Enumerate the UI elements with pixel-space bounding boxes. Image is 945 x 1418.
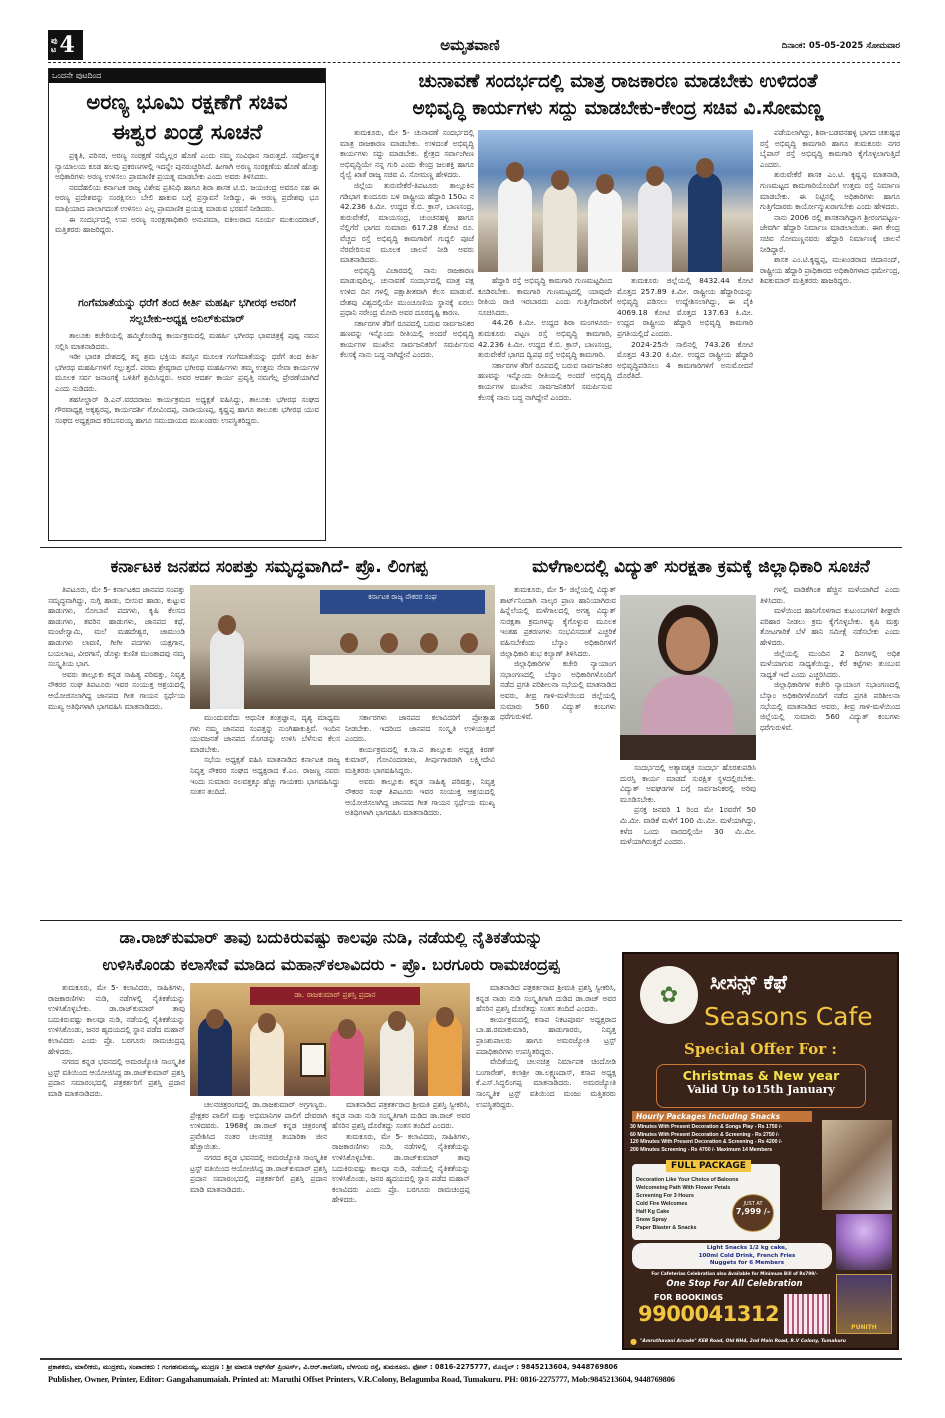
ad-offer: Special Offer For :	[684, 1040, 837, 1058]
article-column: ತುಮಕೂರು ಜಿಲ್ಲೆಯಲ್ಲಿ 8432.44 ಕೋಟಿ ಮೊತ್ತದ 257.89 ಕಿ.ಮೀ. ರಾಷ್ಟ್ರೀಯ ಹೆದ್ದಾರಿಯನ್ನು ಅಭಿವೃದ್ಧಿ ಪಡಿಸಲು ಉದ್ದೇಶಿಸಲಾಗಿದ್ದು, ಈ ಪೈಕಿ 4069.18 ಕೋಟಿ ಮೊತ್ತದ 137.63 ಕಿ.ಮೀ. ಉದ್ದದ ರಾಷ್ಟ್ರೀಯ ಹೆದ್ದಾರಿ ಅಭಿವೃದ್ಧಿ ಕಾಮಗಾರಿ ಪ್ರಗತಿಯಲ್ಲಿದೆ ಎಂದರು. 2024-25ನೇ ಸಾಲಿನಲ್ಲಿ 743.26 ಕೋಟಿ ಮೊತ್ತದ 43.20 ಕಿ.ಮೀ. ಉದ್ದದ ರಾಷ್ಟ್ರೀಯ ಹೆದ್ದಾರಿ ಅಭಿವೃದ್ಧಿಪಡಿಸಲು 4 ಕಾಮಗಾರಿಗಳಿಗೆ ಅನುಮೋದನೆ ದೊರೆತಿದೆ.	[617, 276, 753, 381]
page-number: 4	[59, 32, 75, 58]
article-column: ಪಡೆಯಲಾಗಿದ್ದು, ಶಿರಾ-ಬಡವನಹಳ್ಳಿ ಭಾಗದ ಚತುಷ್ಪಥ ರಸ್ತೆ ಅಭಿವೃದ್ಧಿ ಕಾಮಗಾರಿ ಹಾಗೂ ತುಮಕೂರು ನಗರ ಬೈಪಾಸ್ ರಸ್ತೆ ಅಭಿವೃದ್ಧಿ ಕಾಮಗಾರಿ ಕೈಗೊಳ್ಳಲಾಗುತ್ತಿದೆ ಎಂದರು. ತುರುವೇಕೆರೆ ಶಾಸಕ ಎಂ.ಟಿ. ಕೃಷ್ಣಪ್ಪ ಮಾತನಾಡಿ, ಗುಣಮಟ್ಟದ ಕಾಮಗಾರಿಯೊಂದಿಗೆ ಉತ್ತಮ ರಸ್ತೆ ನಿರ್ಮಾಣ ಮಾಡಬೇಕು. ಈ ನಿಟ್ಟಿನಲ್ಲಿ ಅಧಿಕಾರಿಗಳು ಹಾಗೂ ಗುತ್ತಿಗೆದಾರರು ಕಾರ್ಯೋನ್ಮುಖರಾಗಬೇಕು ಎಂದು ಹೇಳಿದರು. ನಾನು 2006 ರಲ್ಲಿ ಶಾಸಕನಾಗಿದ್ದಾಗ ಶ್ರೀರಂಗಪಟ್ಟಣ-ಜೇವರ್ಗಿ ಹೆದ್ದಾರಿ ನಿರ್ಮಾಣ ಮಾಡಲಾಯಿತು. ಈಗ ಕೇಂದ್ರ ಸಚಿವ ಸೋಮಣ್ಣನವರು ಹೆದ್ದಾರಿ ನಿರ್ಮಾಣಕ್ಕೆ ಚಾಲನೆ ನೀಡಿದ್ದಾರೆ. ಶಾಸಕ ಎಂ.ಟಿ.ಕೃಷ್ಣಪ್ಪ, ಮುಖಂಡರಾದ ಚಿದಾನಂದ್, ರಾಷ್ಟ್ರೀಯ ಹೆದ್ದಾರಿ ಪ್ರಾಧಿಕಾರದ ಅಧಿಕಾರಿಗಳಾದ ಧರ್ಮೇಂದ್ರ, ಶಿವಕುಮಾರ್ ಮತ್ತಿತರರು ಹಾಜರಿದ್ದರು.	[760, 128, 900, 286]
article-column: ಹೆದ್ದಾರಿ ರಸ್ತೆ ಅಭಿವೃದ್ಧಿ ಕಾಮಗಾರಿ ಗುಣಮಟ್ಟದಿಂದ ಕೂಡಿರಬೇಕು. ಕಾಮಗಾರಿ ಗುಣಮಟ್ಟದಲ್ಲಿ ಯಾವುದೇ ರೀತಿಯ ರಾಜಿ ಇರಬಾರದು ಎಂದು ಗುತ್ತಿಗೆದಾರರಿಗೆ ಸೂಚಿಸಿದರು. 44.26 ಕಿ.ಮೀ. ಉದ್ದದ ಶಿರಾ ಮಂಗಳೂರು-ತುಮಕೂರು ಪಟ್ಟಣ ರಸ್ತೆ ಅಭಿವೃದ್ಧಿ ಕಾಮಗಾರಿ, 42.236 ಕಿ.ಮೀ. ಉದ್ದದ ಕೆ.ಬಿ. ಕ್ರಾಸ್, ಬಾಣಸಂದ್ರ, ತುರುವೇಕೆರೆ ಭಾಗದ ದ್ವಿಪಥ ರಸ್ತೆ ಅಭಿವೃದ್ಧಿ ಕಾಮಗಾರಿ. ಸರ್ಕಾರಗಳ ತೆರಿಗೆ ರೂಪದಲ್ಲಿ ಬರುವ ಸಾರ್ವಜನಿಕರ ಹಣವನ್ನು ಇನ್ನೊಂದು ರೀತಿಯಲ್ಲಿ ಅಂದರೆ ಅಭಿವೃದ್ಧಿ ಕಾರ್ಯಗಳ ಮುಖೇನ ಸಾರ್ವಜನಿಕರಿಗೆ ಸಮರ್ಪಿಸುವ ಕೆಲಸಕ್ಕೆ ನಾನು ಬದ್ಧ ನಾಗಿದ್ದೇನೆ ಎಂದರು.	[478, 276, 612, 402]
price-badge: JUST AT 7,999 /-	[732, 1194, 774, 1232]
article-column: ತುಮಕೂರು, ಮೇ 5- ಕಲಾವಿದರು, ಸಾಹಿತಿಗಳು, ರಾಜಕಾರಣಿಗಳು ನುಡಿ, ನಡೆಗಳಲ್ಲಿ ನೈತಿಕತೆಯನ್ನು ಉಳಿಸಿಕೊಳ್ಳಬೇಕು. ಡಾ.ರಾಜ್‌ಕುಮಾರ್ ತಾವು ಬದುಕಿರುವಷ್ಟು ಕಾಲವೂ ನುಡಿ, ನಡೆಯಲ್ಲಿ ನೈತಿಕತೆಯನ್ನು ಉಳಿಸಿಕೊಂಡು, ಜನರ ಹೃದಯದಲ್ಲಿ ಸ್ಥಾನ ಪಡೆದ ಮಹಾನ್ ಕಲಾವಿದರು ಎಂದು ಪ್ರೊ. ಬರಗೂರು ರಾಮಚಂದ್ರಪ್ಪ ಹೇಳಿದರು. ನಗರದ ಕನ್ನಡ ಭವನದಲ್ಲಿ ಅಮರಜ್ಯೋತಿ ಸಾಂಸ್ಕೃತಿಕ ಟ್ರಸ್ಟ್ ವತಿಯಿಂದ ಆಯೋಜಿಸಿದ್ದ ಡಾ.ರಾಜ್‌ಕುಮಾರ್ ಪ್ರಶಸ್ತಿ ಪ್ರದಾನ ಸಮಾರಂಭದಲ್ಲಿ ಪತ್ರಕರ್ತರಿಗೆ ಪ್ರಶಸ್ತಿ ಪ್ರದಾನ ಮಾಡಿ ಮಾತನಾಡಿದರು.	[48, 983, 185, 1098]
story-forest-box	[48, 68, 326, 541]
sub-headline: ಗಂಗೆಮಾತೆಯನ್ನು ಧರೆಗೆ ತಂದ ಕೀರ್ತಿ ಮಹರ್ಷಿ ಭಗೀರಥ ಅವರಿಗೆ ಸಲ್ಲಬೇಕು-ಅಧ್ಯಕ್ಷ ಅನಿಲ್‌ಕುಮಾರ್	[78, 297, 296, 325]
article-column: ಮುಂದುವರೆದು ಆಧುನಿಕ ತಂತ್ರಜ್ಞಾನ, ದೃಶ್ಯ ಮಾಧ್ಯಮ ಗಳು ನಮ್ಮ ಜಾನಪದ ಸಂಪತ್ತನ್ನು ನುಂಗಿಹಾಕುತ್ತಿವೆ. ಇಂದಿನ ಯುವಜನತೆ ಜಾನಪದ ಸೊಗಡನ್ನು ಉಳಿಸಿ ಬೆಳೆಸುವ ಕೆಲಸ ಮಾಡಬೇಕು. ಸಭೆಯ ಅಧ್ಯಕ್ಷತೆ ವಹಿಸಿ ಮಾತನಾಡಿದ ಕರ್ನಾಟಕ ರಾಜ್ಯ ನಿವೃತ್ತ ನೌಕರರ ಸಂಘದ ಅಧ್ಯಕ್ಷರಾದ ಕೆ.ಎಂ. ರಾಜಣ್ಣ ನವರು ಇಂದು ಸುಮಾರು ನಲವತ್ತಕ್ಕೂ ಹೆಚ್ಚು ಗಾಯಕರು ಭಾಗವಹಿಸಿದ್ದು ಸಂತಸ ತಂದಿದೆ.	[190, 713, 340, 797]
hourly-list: 30 Minutes With Present Decoration & Songs Play - Rs 1750 /- 60 Minutes With Present Decoration & Screening - Rs 2750 /- 120 Minutes With Present Decoration & Screening - Rs 4200 /- 200 Minutes Screening - Rs 4700 /- Maximum 14 Members	[630, 1124, 783, 1153]
cafe-logo: ✿	[640, 966, 698, 1024]
cafeteria-note: For Cafeterias Celebration also Available for Minimum Bill of Rs799/-	[651, 1272, 818, 1277]
occasion-frame: Christmas & New year Valid Up to15th January	[656, 1064, 866, 1108]
imprint-kannada: ಪ್ರಕಾಶಕರು, ಮಾಲೀಕರು, ಮುದ್ರಕರು, ಸಂಪಾದಕರು : ಗಂಗಹನುಮಯ್ಯ, ಮುದ್ರಣ : ಶ್ರೀ ಮಾರುತಿ ಆಫ್‌ಸೆಟ್ ಪ್ರಿಂಟರ್ಸ್, ವಿ.ಆರ್.ಕಾಲೋನಿ, ಬೆಳಗುಂಬ ರಸ್ತೆ, ತುಮಕೂರು. ಫೋನ್ : 0816-2275777, ಮೊಬೈಲ್ : 9845213604, 9448769806	[48, 1363, 618, 1371]
headline: ಮಳೆಗಾಲದಲ್ಲಿ ವಿದ್ಯುತ್ ಸುರಕ್ಷತಾ ಕ್ರಮಕ್ಕೆ ಜಿಲ್ಲಾಧಿಕಾರಿ ಸೂಚನೆ	[532, 557, 870, 577]
masthead: ಅಮೃತವಾಣಿ	[440, 36, 500, 54]
footer-divider	[40, 1358, 902, 1360]
page-label: ಪು	[51, 36, 58, 45]
news-photo-folk-event	[190, 585, 495, 709]
snacks-panel: Light Snacks 1/2 kg cake, 100ml Cold Drink, French Fries Nuggets for 6 Members	[632, 1243, 832, 1269]
full-package-panel: FULL PACKAGE Decoration Like Your Choice of Baloons Welcomeing Path With Flower Petals Screening For 3 Hours Cold Fire Welcomes Half Kg Cake Snow Spray Paper Blaster & Snacks JUST AT 7,999 /-	[632, 1164, 780, 1240]
article-column: ಮಾತನಾಡಿದ ಪತ್ರಕರ್ತರಾದ ಶ್ರೀಮತಿ ಪ್ರಶಸ್ತಿ ಸ್ವೀಕರಿಸಿ, ಕನ್ನಡ ನಾಡು ನುಡಿ ಸಂಸ್ಕೃತಿಗಾಗಿ ದುಡಿದ ಡಾ.ರಾಜ್ ಅವರ ಹೆಸರಿನ ಪ್ರಶಸ್ತಿ ದೊರೆತದ್ದು ಸಂತಸ ತಂದಿದೆ ಎಂದರು. ಕಾರ್ಯಕ್ರಮದಲ್ಲಿ ಕಸಾಪ ನಿಕಟಪೂರ್ವ ಅಧ್ಯಕ್ಷರಾದ ಬಾ.ಹ.ರಮಾಕುಮಾರಿ, ಹಾಡುಗಾರರು, ನಿವೃತ್ತ ಪ್ರಾಂಶುಪಾಲರು ಹಾಗೂ ಅಮರಜ್ಯೋತಿ ಟ್ರಸ್ಟ್ ಪದಾಧಿಕಾರಿಗಳು ಉಪಸ್ಥಿತರಿದ್ದರು. ವೇದಿಕೆಯಲ್ಲಿ ಚಲನಚಿತ್ರ ನಿರ್ಮಾಪಕ ಚಿಂದೋಡಿ ಬಂಗಾರೇಶ್, ಕಲಾಶ್ರೀ ಡಾ.ಲಕ್ಷ್ಮಣದಾಸ್, ಕಸಾಪ ಅಧ್ಯಕ್ಷ ಕೆ.ಎಸ್.ಸಿದ್ಧಲಿಂಗಪ್ಪ ಮಾತನಾಡಿದರು. ಅಮರಜ್ಯೋತಿ ಸಾಂಸ್ಕೃತಿಕ ಟ್ರಸ್ಟ್ ವತಿಯಿಂದ ಮಂಜು ಮತ್ತಿತರರು ಉಪಸ್ಥಿತರಿದ್ದರು.	[476, 983, 616, 1109]
news-photo-deputy-commissioner	[620, 595, 756, 760]
page-number-badge	[48, 30, 83, 60]
event-banner: ಕರ್ನಾಟಕ ರಾಜ್ಯ ನೌಕರರ ಸಂಘ	[320, 590, 485, 614]
section-divider	[40, 920, 902, 921]
news-photo-minister	[478, 130, 753, 272]
qr-code	[784, 1294, 830, 1334]
article-column: ತುಮಕೂರು, ಮೇ 5- ಜಿಲ್ಲೆಯಲ್ಲಿ ವಿದ್ಯುತ್ ಶಾರ್ಟ್‌ನಿಂದಾಗಿ ನಾಲ್ಕರ ಪ್ರಾಣ ಹಾನಿಯಾಗಿರುವ ಹಿನ್ನೆಲೆಯಲ್ಲಿ ಮಳೆಗಾಲದಲ್ಲಿ ಅಗತ್ಯ ವಿದ್ಯುತ್ ಸುರಕ್ಷತಾ ಕ್ರಮಗಳನ್ನು ಕೈಗೊಳ್ಳುವ ಮೂಲಕ ಇಂತಹ ಪ್ರಕರಣಗಳು ಸಂಭವಿಸದಂತೆ ಎಚ್ಚರಿಕೆ ವಹಿಸಬೇಕೆಂದು ಬೆಸ್ಕಾಂ ಅಧಿಕಾರಿಗಳಿಗೆ ಜಿಲ್ಲಾಧಿಕಾರಿ ಶುಭ ಕಲ್ಯಾಣ್ ತಿಳಿಸಿದರು. ಜಿಲ್ಲಾಧಿಕಾರಿಗಳ ಕಚೇರಿ ನ್ಯಾಯಾಂಗ ಸಭಾಂಗಣದಲ್ಲಿ ಬೆಸ್ಕಾಂ ಅಧಿಕಾರಿಗಳೊಂದಿಗೆ ನಡೆದ ಪ್ರಗತಿ ಪರಿಶೀಲನಾ ಸಭೆಯಲ್ಲಿ ಮಾತನಾಡಿದ ಅವರು, ತೀವ್ರ ಗಾಳಿ-ಮಳೆಯಿಂದ ಜಿಲ್ಲೆಯಲ್ಲಿ ಸುಮಾರು 560 ವಿದ್ಯುತ್ ಕಂಬಗಳು ಧರೆಗುರುಳಿವೆ.	[500, 585, 616, 722]
advertisement-seasons-cafe	[622, 952, 899, 1350]
article-column: ಗಳಲ್ಲಿ ವಾಡಿಕೆಗಿಂತ ಹೆಚ್ಚಿನ ಮಳೆಯಾಗಿದೆ ಎಂದು ತಿಳಿಸಿದರು. ಮಳೆಯಿಂದ ಹಾನಿಗೊಳಗಾದ ಕುಟುಂಬಗಳಿಗೆ ಶೀಘ್ರವೇ ಪರಿಹಾರ ನೀಡಲು ಕ್ರಮ ಕೈಗೊಳ್ಳಬೇಕು. ಕೃಷಿ ಮತ್ತು ತೋಟಗಾರಿಕೆ ಬೆಳೆ ಹಾನಿ ಸಮೀಕ್ಷೆ ನಡೆಸಬೇಕು ಎಂದು ಹೇಳಿದರು. ಜಿಲ್ಲೆಯಲ್ಲಿ ಮುಂದಿನ 2 ದಿನಗಳಲ್ಲಿ ಅಧಿಕ ಮಳೆಯಾಗುವ ಸಾಧ್ಯತೆಯಿದ್ದು, ಕೆರೆ ಕಟ್ಟೆಗಳು ತುಂಬುವ ಸಾಧ್ಯತೆ ಇದೆ ಎಂದು ಎಚ್ಚರಿಸಿದರು. ಜಿಲ್ಲಾಧಿಕಾರಿಗಳ ಕಚೇರಿ ನ್ಯಾಯಾಂಗ ಸಭಾಂಗಣದಲ್ಲಿ ಬೆಸ್ಕಾಂ ಅಧಿಕಾರಿಗಳೊಂದಿಗೆ ನಡೆದ ಪ್ರಗತಿ ಪರಿಶೀಲನಾ ಸಭೆಯಲ್ಲಿ ಮಾತನಾಡಿದ ಅವರು, ತೀವ್ರ ಗಾಳಿ-ಮಳೆಯಿಂದ ಜಿಲ್ಲೆಯಲ್ಲಿ ಸುಮಾರು 560 ವಿದ್ಯುತ್ ಕಂಬಗಳು ಧರೆಗುರುಳಿವೆ.	[760, 585, 900, 732]
page-label-sub: ಟ	[51, 45, 57, 54]
article-column: ತಿಪಟೂರು, ಮೇ 5- ಕರ್ನಾಟಕದ ಜಾನಪದ ಸಂಪತ್ತು ಸಮೃದ್ಧವಾಗಿದ್ದು, ಸುಗ್ಗಿ ಹಾಡು, ಬೀಸುವ ಹಾಡು, ಕುಟ್ಟುವ ಹಾಡುಗಳು, ಸೋಬಾನೆ ಪದಗಳು, ಕೃಷಿ ಕೆಲಸದ ಹಾಡುಗಳು, ತವರಿನ ಹಾಡುಗಳು, ಜಾನಪದ ಕಥೆ, ಮಂಟೇಸ್ವಾಮಿ, ಮಲೆ ಮಹದೇಶ್ವರ, ಜಾಮುಂಡಿ ಹಾಡುಗಳು ಲಾವಣಿ, ಗೀಗೀ ಪದಗಳು ಯಕ್ಷಗಾನ, ಬಯಲಾಟ, ವೀರಗಾಸೆ, ಡೊಳ್ಳು ಕುಣಿತ ಮುಂತಾದವು ನಮ್ಮ ಸಂಸ್ಕೃತಿಯ ಭಾಗ. ಅವರು ತಾಲ್ಲೂಕು ಕನ್ನಡ ಸಾಹಿತ್ಯ ಪರಿಷತ್ತು, ನಿವೃತ್ತ ನೌಕರರ ಸಂಘ ತಿಪಟೂರು ಇವರ ಸಂಯುಕ್ತ ಆಶ್ರಯದಲ್ಲಿ ಆಯೋಜಿಸಲಾಗಿದ್ದ ಜಾನಪದ ಗೀತ ಗಾಯನ ಸ್ಪರ್ಧೆಯ ಮುಖ್ಯ ಅತಿಥಿಗಳಾಗಿ ಭಾಗವಹಿಸಿ ಮಾತನಾಡಿದರು.	[48, 585, 185, 711]
article-column: ಚಲನಚಿತ್ರರಂಗದಲ್ಲಿ ಡಾ.ರಾಜಕುಮಾರ್ ಅಗ್ರಗಣ್ಯರು. ಪ್ರೇಕ್ಷಕರ ಪಾಲಿಗೆ ಮತ್ತು ಅಭಿಮಾನಿಗಳ ಪಾಲಿಗೆ ದೇವರಾಗಿ ಉಳಿದವರು. 1968ಕ್ಕೆ ಡಾ.ರಾಜ್ ಕನ್ನಡ ಚಿತ್ರರಂಗಕ್ಕೆ ಪ್ರವೇಶಿಸಿದ ನಂತರ ಚಲನಚಿತ್ರ ತಯಾರಿಕಾ ಜೀನ ಹೆಚ್ಚಾಯಿತು. ನಗರದ ಕನ್ನಡ ಭವನದಲ್ಲಿ ಅಮರಜ್ಯೋತಿ ಸಾಂಸ್ಕೃತಿಕ ಟ್ರಸ್ಟ್ ವತಿಯಿಂದ ಆಯೋಜಿಸಿದ್ದ ಡಾ.ರಾಜ್‌ಕುಮಾರ್ ಪ್ರಶಸ್ತಿ ಪ್ರದಾನ ಸಮಾರಂಭದಲ್ಲಿ ಪತ್ರಕರ್ತರಿಗೆ ಪ್ರಶಸ್ತಿ ಪ್ರದಾನ ಮಾಡಿ ಮಾತನಾಡಿದರು.	[190, 1100, 327, 1194]
article-column: ಸರ್ಕಾರಗಳು ಜಾನಪದ ಕಲಾವಿದರಿಗೆ ಪ್ರೋತ್ಸಾಹ ನೀಡಬೇಕು. ಇದರಿಂದ ಜಾನಪದ ಸಂಸ್ಕೃತಿ ಉಳಿಯುತ್ತದೆ ಎಂದರು. ಕಾರ್ಯಕ್ರಮದಲ್ಲಿ ಕ.ಸಾ.ಪ ತಾಲ್ಲೂಕು ಅಧ್ಯಕ್ಷ ಕಿರಣ್ ಕುಮಾರ್, ಗೋವಿಂದರಾಜು, ತೀರ್ಪುಗಾರರಾಗಿ ಲಕ್ಷ್ಮೀದೇವಿ ಮತ್ತಿತರರು ಭಾಗವಹಿಸಿದ್ದರು. ಅವರು ತಾಲ್ಲೂಕು ಕನ್ನಡ ಸಾಹಿತ್ಯ ಪರಿಷತ್ತು, ನಿವೃತ್ತ ನೌಕರರ ಸಂಘ ತಿಪಟೂರು ಇವರ ಸಂಯುಕ್ತ ಆಶ್ರಯದಲ್ಲಿ ಆಯೋಜಿಸಲಾಗಿದ್ದ ಜಾನಪದ ಗೀತ ಗಾಯನ ಸ್ಪರ್ಧೆಯ ಮುಖ್ಯ ಅತಿಥಿಗಳಾಗಿ ಭಾಗವಹಿಸಿ ಮಾತನಾಡಿದರು.	[345, 713, 495, 818]
header-divider	[48, 62, 900, 63]
ad-photo-punith: PUNITH	[836, 1274, 892, 1334]
ad-title-english: Seasons Cafe	[704, 1002, 873, 1031]
booking-phone: 9900041312	[638, 1302, 780, 1326]
article-body: ತಾಲೂಕು ಕಚೇರಿಯಲ್ಲಿ ಹಮ್ಮಿಕೊಂಡಿದ್ದ ಕಾರ್ಯಕ್ರಮದಲ್ಲಿ ಮಹರ್ಷಿ ಭಗೀರಥ ಭಾವಚಿತ್ರಕ್ಕೆ ಪುಷ್ಪ ನಮನ ಸಲ್ಲಿಸಿ ಮಾತನಾಡಿದರು. ಇಡೀ ಭಾರತ ದೇಶದಲ್ಲಿ ತನ್ನ ಶ್ರಮ ಭಕ್ತಿಯ ತಪಸ್ಸಿನ ಮೂಲಕ ಗಂಗೆಮಾತೆಯನ್ನು ಧರೆಗೆ ತಂದ ಕೀರ್ತಿ ಭಗೀರಥ ಮಹರ್ಷಿಗಳಿಗೆ ಸಲ್ಲುತ್ತದೆ. ಪರಮ ಶ್ರೇಷ್ಠರಾದ ಭಗೀರಥ ಮಹರ್ಷಿಗಳು ತಮ್ಮ ಉತ್ತಮ ಸೇವಾ ಕಾರ್ಯಗಳ ಮೂಲಕ ಸರ್ವ ಜನಾಂಗಕ್ಕೆ ಒಳಿತಿಗೆ ಶ್ರಮಿಸಿದ್ದರು. ಅವರ ಆದರ್ಶ ಕಾರ್ಯ ಪ್ರವೃತ್ತಿ ನಮಗೆಲ್ಲ ಪ್ರೇರಣೆಯಾಗಿದೆ ಎಂದು ನುಡಿದರು. ತಹಸೀಲ್ದಾರ್ ಡಿ.ಎನ್.ವರದರಾಜು ಕಾರ್ಯಕ್ರಮದ ಅಧ್ಯಕ್ಷತೆ ವಹಿಸಿದ್ದು, ತಾಲೂಕು ಭಗೀರಥ ಸಂಘದ ಗೌರವಾಧ್ಯಕ್ಷ ಅಕ್ಕಶ್ವರಪ್ಪ, ಕಾರ್ಯದರ್ಶಿ ಗೋವಿಂದಪ್ಪ, ನಾರಾಯಣಪ್ಪ, ಕೃಷ್ಣಪ್ಪ ಹಾಗೂ ತಾಲೂಕು ಭಗೀರಥ ಯುವ ಸಂಘದ ಅಧ್ಯಕ್ಷರಾದ ಕರಿಬಸವಯ್ಯ ಹಾಗೂ ಸಮುದಾಯದ ಮುಖಂಡರು ಉಪಸ್ಥಿತರಿದ್ದರು.	[55, 331, 319, 425]
ad-address: "Amruthavani Arcade" KEB Road, Old NH4, 2nd Main Road, R.V Colony, Tumakuru	[640, 1339, 846, 1344]
headline: ಡಾ.ರಾಜ್‌ಕುಮಾರ್ ತಾವು ಬದುಕಿರುವಷ್ಟು ಕಾಲವೂ ನುಡಿ, ನಡೆಯಲ್ಲಿ ನೈತಿಕತೆಯನ್ನು ಉಳಿಸಿಕೊಂಡು ಕಲಾಸೇವೆ ಮಾಡಿದ ಮಹಾನ್‌ಕಲಾವಿದರು - ಪ್ರೊ. ಬರಗೂರು ರಾಮಚಂದ್ರಪ್ಪ	[102, 928, 560, 974]
hourly-title: Hourly Packages Including Snacks	[632, 1111, 812, 1122]
article-column: ಸಂದರ್ಭದಲ್ಲಿ ಅತ್ಯಾವಶ್ಯಕ ಸಂದರ್ಭ ಹೊರತುಪಡಿಸಿ ದುರಸ್ತಿ ಕಾರ್ಯ ಮಾಡದೆ ಸುರಕ್ಷಿತ ಸ್ಥಳದಲ್ಲಿರಬೇಕು. ವಿದ್ಯುತ್ ಅವಘಡಗಳ ಬಗ್ಗೆ ಸಾರ್ವಜನಿಕರಲ್ಲಿ ಅರಿವು ಮೂಡಿಸಬೇಕು. ಪ್ರಸಕ್ತ ಜನವರಿ 1 ರಿಂದ ಮೇ 1ರವರೆಗೆ 50 ಮಿ.ಮೀ. ವಾಡಿಕೆ ಮಳೆಗೆ 100 ಮಿ.ಮೀ. ಮಳೆಯಾಗಿದ್ದು, ಕಳೆದ ಒಂದು ವಾರದಲ್ಲಿಯೇ 30 ಮಿ.ಮೀ. ಮಳೆಯಾಗಿರುತ್ತದೆ ಎಂದರು.	[620, 763, 756, 847]
ad-tagline: One Stop For All Celebration	[666, 1279, 803, 1289]
imprint-english: Publisher, Owner, Printer, Editor: Gangahanumaiah. Printed at: Maruthi Offset Printers, V.R.Colony, Belagumba Road, Tumakuru. PH: 0816-2275777, Mob:9845213604, 9448769806	[48, 1375, 675, 1384]
article-body: ಪ್ರಕೃತಿ, ಪರಿಸರ, ಅರಣ್ಯ ಸಂರಕ್ಷಣೆ ನಮ್ಮೆಲ್ಲರ ಹೊಣೆ ಎಂದು ನಮ್ಮ ಸಂವಿಧಾನ ಸಾರುತ್ತದೆ. ಸರ್ವೋನ್ನತ ನ್ಯಾಯಾಲಯ ಕೂಡ ಹಲವು ಪ್ರಕರಣಗಳಲ್ಲಿ ಇದನ್ನೇ ಪುನರುಚ್ಚರಿಸಿದೆ. ಹೀಗಾಗಿ ಅರಣ್ಯ ಸಂರಕ್ಷಣೆಯ ಹೊಣೆ ಹೊತ್ತು ಅಧಿಕಾರಿಗಳು ಅರಣ್ಯ ಉಳಿಸಲು ಪ್ರಾಮಾಣಿಕ ಪ್ರಯತ್ನ ಮಾಡಬೇಕು ಎಂದು ಅವರು ತಿಳಿಸಿದರು. ನವದೆಹಲಿಯ ಕರ್ನಾಟಕ ರಾಜ್ಯ ವಿಶೇಷ ಪ್ರತಿನಿಧಿ ಹಾಗೂ ಶಿರಾ ಶಾಸಕ ಟಿ.ಬಿ. ಜಯಚಂದ್ರ ಅವರೂ ಸಹ ಈ ಅರಣ್ಯ ಪ್ರದೇಶವನ್ನು ಸಂರಕ್ಷಿಸಲು ಬೇಲಿ ಹಾಕುವ ಬಗ್ಗೆ ಪ್ರಸ್ತಾವನೆ ನೀಡಿದ್ದು, ಈ ಅರಣ್ಯ ಪ್ರದೇಶವು ಭೂ ಮಾಫಿಯಾದ ಪಾಲಾಗದಂತೆ ಉಳಿಸಲು ಎಲ್ಲ ಪ್ರಾಮಾಣಿಕ ಪ್ರಯತ್ನ ಮಾಡುವ ಭರವಸೆ ನೀಡಿದರು. ಈ ಸಂದರ್ಭದಲ್ಲಿ ಉಪ ಅರಣ್ಯ ಸಂರಕ್ಷಣಾಧಿಕಾರಿ ಅನುಪಮಾ, ವಕೀಲರಾದ ಸೂರ್ಯ ಮುಕುಂದರಾಜ್, ಮತ್ತಿತರರು ಹಾಜರಿದ್ದರು.	[55, 151, 319, 235]
ad-title-kannada: ಸೀಸನ್ಸ್ ಕೆಫೆ	[710, 970, 787, 994]
headline: ಕರ್ನಾಟಕ ಜನಪದ ಸಂಪತ್ತು ಸಮೃದ್ಧವಾಗಿದೆ- ಪ್ರೊ. ಲಿಂಗಪ್ಪ	[110, 557, 428, 577]
headline: ಚುನಾವಣೆ ಸಂದರ್ಭದಲ್ಲಿ ಮಾತ್ರ ರಾಜಕಾರಣ ಮಾಡಬೇಕು ಉಳಿದಂತೆ ಅಭಿವೃದ್ಧಿ ಕಾರ್ಯಗಳು ಸದ್ದು ಮಾಡಬೇಕು-ಕೇಂದ್ರ ಸಚಿವ ವಿ.ಸೋಮಣ್ಣ	[412, 71, 824, 119]
ad-photo-balloons	[836, 1214, 892, 1270]
article-column: ಮಾತನಾಡಿದ ಪತ್ರಕರ್ತರಾದ ಶ್ರೀಮತಿ ಪ್ರಶಸ್ತಿ ಸ್ವೀಕರಿಸಿ, ಕನ್ನಡ ನಾಡು ನುಡಿ ಸಂಸ್ಕೃತಿಗಾಗಿ ದುಡಿದ ಡಾ.ರಾಜ್ ಅವರ ಹೆಸರಿನ ಪ್ರಶಸ್ತಿ ದೊರೆತದ್ದು ಸಂತಸ ತಂದಿದೆ ಎಂದರು. ತುಮಕೂರು, ಮೇ 5- ಕಲಾವಿದರು, ಸಾಹಿತಿಗಳು, ರಾಜಕಾರಣಿಗಳು ನುಡಿ, ನಡೆಗಳಲ್ಲಿ ನೈತಿಕತೆಯನ್ನು ಉಳಿಸಿಕೊಳ್ಳಬೇಕು. ಡಾ.ರಾಜ್‌ಕುಮಾರ್ ತಾವು ಬದುಕಿರುವಷ್ಟು ಕಾಲವೂ ನುಡಿ, ನಡೆಯಲ್ಲಿ ನೈತಿಕತೆಯನ್ನು ಉಳಿಸಿಕೊಂಡು, ಜನರ ಹೃದಯದಲ್ಲಿ ಸ್ಥಾನ ಪಡೆದ ಮಹಾನ್ ಕಲಾವಿದರು ಎಂದು ಪ್ರೊ. ಬರಗೂರು ರಾಮಚಂದ್ರಪ್ಪ ಹೇಳಿದರು.	[332, 1100, 470, 1205]
issue-date: ದಿನಾಂಕ: 05-05-2025 ಸೋಮವಾರ	[781, 41, 900, 51]
bookings-label: FOR BOOKINGS	[654, 1293, 724, 1302]
section-divider	[40, 547, 902, 548]
continued-kicker: ಒಂದನೇ ಪುಟದಿಂದ	[49, 69, 325, 83]
news-photo-award	[190, 983, 470, 1096]
ad-photo	[822, 1120, 892, 1210]
headline: ಅರಣ್ಯ ಭೂಮಿ ರಕ್ಷಣೆಗೆ ಸಚಿವ ಈಶ್ವರ ಖಂಡ್ರೆ ಸೂಚನೆ	[86, 90, 288, 144]
event-banner: ಡಾ. ರಾಜಕುಮಾರ್ ಪ್ರಶಸ್ತಿ ಪ್ರದಾನ	[250, 987, 420, 1005]
location-pin-icon: ●	[630, 1337, 637, 1346]
article-column: ತುಮಕೂರು, ಮೇ 5- ಚುನಾವಣೆ ಸಂದರ್ಭದಲ್ಲಿ ಮಾತ್ರ ರಾಜಕಾರಣ ಮಾಡಬೇಕು. ಉಳಿದಂತೆ ಅಭಿವೃದ್ಧಿ ಕಾರ್ಯಗಳು ಸದ್ದು ಮಾಡಬೇಕು. ಕ್ಷೇತ್ರದ ಸರ್ವಾಂಗೀಣ ಅಭಿವೃದ್ಧಿಯೇ ನನ್ನ ಗುರಿ ಎಂದು ಕೇಂದ್ರ ಜಲಶಕ್ತಿ ಹಾಗೂ ರೈಲ್ವೆ ಖಾತೆ ರಾಜ್ಯ ಸಚಿವ ವಿ. ಸೋಮಣ್ಣ ಹೇಳಿದರು. ಜಿಲ್ಲೆಯ ತುರುವೇಕೆರೆ-ತಿಪಟೂರು ತಾಲ್ಲೂಕಿನ ಗಡಿಭಾಗ ಕುಂದೂರು ಬಳಿ ರಾಷ್ಟ್ರೀಯ ಹೆದ್ದಾರಿ 150ಎ ನ 42.236 ಕಿ.ಮೀ. ಉದ್ದದ ಕೆ.ಬಿ. ಕ್ರಾಸ್, ಬಾಣಸಂದ್ರ, ತುರುವೇಕೆರೆ, ಮಾಯಸಂದ್ರ, ಚುಂಚನಹಳ್ಳಿ ಹಾಗೂ ನೆಲ್ಲಿಗೆರೆ ಭಾಗದ ಸುಮಾರು 617.28 ಕೋಟಿ ರೂ. ವೆಚ್ಚದ ರಸ್ತೆ ಅಭಿವೃದ್ಧಿ ಕಾಮಗಾರಿಗೆ ಗುದ್ದಲಿ ಪೂಜೆ ನೆರವೇರಿಸುವ ಮೂಲಕ ಚಾಲನೆ ನೀಡಿ ಅವರು ಮಾತನಾಡಿದರು. ಅಭಿವೃದ್ಧಿ ವಿಚಾರದಲ್ಲಿ ನಾನು ರಾಜಕಾರಣ ಮಾಡುವುದಿಲ್ಲ. ಚುನಾವಣೆ ಸಂದರ್ಭದಲ್ಲಿ ಮಾತ್ರ ಪಕ್ಷ ಉಳಿದ ದಿನ ಗಳಲ್ಲಿ ಪಕ್ಷಾತೀತವಾಗಿ ಕೆಲಸ ಮಾಡುವೆ. ದೇಶವು ವಿಶ್ವದಲ್ಲಿಯೇ ಮುಂಚೂಣಿಯ ಸ್ಥಾನಕ್ಕೆ ಏರಲು ಪ್ರಧಾನಿ ನರೇಂದ್ರ ಮೋದಿ ಅವರ ದೂರದೃಷ್ಟಿ ಕಾರಣ. ಸರ್ಕಾರಗಳ ತೆರಿಗೆ ರೂಪದಲ್ಲಿ ಬರುವ ಸಾರ್ವಜನಿಕರ ಹಣವನ್ನು ಇನ್ನೊಂದು ರೀತಿಯಲ್ಲಿ ಅಂದರೆ ಅಭಿವೃದ್ಧಿ ಕಾರ್ಯಗಳ ಮುಖೇನ ಸಾರ್ವಜನಿಕರಿಗೆ ಸಮರ್ಪಿಸುವ ಕೆಲಸಕ್ಕೆ ನಾನು ಬದ್ಧ ನಾಗಿದ್ದೇನೆ ಎಂದರು.	[340, 128, 474, 360]
